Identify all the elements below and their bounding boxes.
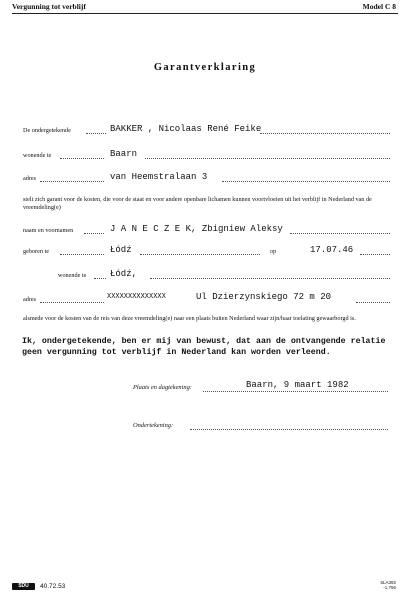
leader-dots	[40, 302, 104, 303]
header-rule	[12, 13, 398, 14]
name-label: naam en voornamen	[23, 227, 74, 234]
leader-dots	[94, 278, 106, 279]
declaration-text: Ik, ondergetekende, ben er mij van bewust, dat aan de ontvangende relatie geen vergunning tot verblijf in Nederland kan worden verleend.	[22, 337, 386, 357]
fill-line	[360, 254, 390, 255]
residing2-label: wonende te	[58, 272, 87, 279]
address2-label: adres	[23, 296, 37, 303]
address-value: van Heemstralaan 3	[110, 172, 208, 182]
publisher-logo: SDU	[12, 583, 35, 590]
fill-line	[222, 181, 390, 182]
on-label: op	[270, 248, 277, 255]
model-number: Model C 8	[362, 2, 396, 11]
form-code-line2: -1.756	[383, 585, 396, 590]
fill-line	[150, 278, 390, 279]
leader-dots	[86, 133, 106, 134]
guarantee-text: stelt zich garant voor de kosten, die voor de staat en voor andere openbare lichamen kunnen voortvloeien uit het verblijf in Nederland van de vreemdeling(e)	[23, 196, 372, 211]
form-title: Vergunning tot verblijf	[12, 2, 86, 11]
document-title: Garantverklaring	[153, 62, 257, 73]
form-code-line1: 6LA392	[380, 580, 396, 585]
undersigned-label: De ondergetekende	[23, 127, 71, 134]
birth-date-value: 17.07.46	[310, 245, 354, 255]
fill-line	[356, 302, 390, 303]
leader-dots	[60, 158, 104, 159]
place-date-value: Baarn, 9 maart 1982	[246, 380, 349, 390]
fill-line	[145, 158, 390, 159]
fill-line	[260, 133, 390, 134]
address2-value: Ul Dzierzynskiego 72 m 20	[196, 292, 332, 302]
address-label: adres	[23, 175, 37, 182]
born-value: Łódź	[110, 245, 132, 255]
fill-line	[140, 254, 260, 255]
form-number: 40.72.53	[40, 583, 66, 590]
residing-label: wonende te	[23, 152, 52, 159]
name-value: J A N E C Z E K, Zbigniew Aleksy	[110, 224, 283, 234]
residing2-value: Łódź,	[110, 269, 138, 279]
place-date-label: Plaats en dagtekening:	[133, 384, 192, 391]
residing-value: Baarn	[110, 149, 138, 159]
leader-dots	[40, 181, 104, 182]
fill-line	[290, 233, 390, 234]
leader-dots	[60, 254, 104, 255]
signature-label: Ondertekening:	[133, 422, 174, 429]
return-cost-text: alsmede voor de kosten van de reis van deze vreemdeling(e) naar een plaats buiten Nederland waar zijn/haar toelating gewaarborgd is.	[23, 315, 356, 322]
born-label: geboren te	[23, 248, 49, 255]
undersigned-value: BAKKER , Nicolaas René Feike	[110, 124, 262, 134]
form-code	[380, 580, 396, 590]
leader-dots	[84, 233, 104, 234]
signature-line	[190, 429, 388, 430]
struck-out-text: XXXXXXXXXXXXXX	[107, 293, 166, 301]
place-date-line	[203, 391, 388, 392]
